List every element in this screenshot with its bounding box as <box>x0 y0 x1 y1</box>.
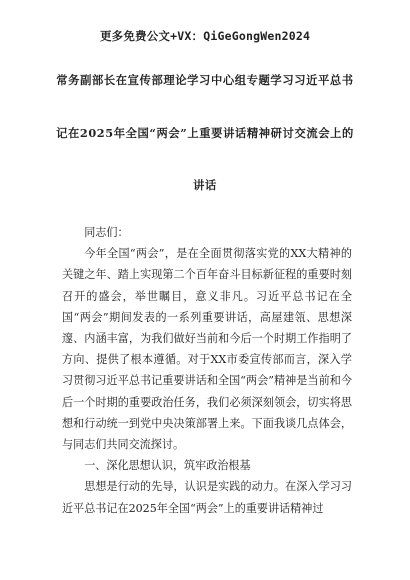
promo-banner: 更多免费公文+VX：QiGeGongWen2024 <box>99 29 311 43</box>
salutation: 同志们： <box>84 226 129 239</box>
paragraph-1: 今年全国“两会”，是在全面贯彻落实党的XX大精神的关键之年、踏上实现第二个百年奋斗目标新征程的重要时刻召开的盛会，举世瞩目，意义非凡。习近平总书记在全国“两会”期间发表的一系列重要讲话，高屋建瓴、思想深邃、内涵丰富，为我们做好当前和今后一个时期工作指明了方向、提供了根本遵循。对于XX市委宣传部而言，深入学习贯彻习近平总书记重要讲话和全国“两会”精神是当前和今后一个时期的重要政治任务，我们必须深刻领会，切实将思想和行动统一到党中央决策部署上来。下面我谈几点体会，与同志们共同交流探讨。 <box>62 247 352 452</box>
paragraph-2: 思想是行动的先导，认识是实践的动力。在深入学习习近平总书记在2025年全国“两会”上的重要讲话精神过 <box>62 480 352 515</box>
title-line-2: 记在2025年全国“两会”上重要讲话精神研讨交流会上的 <box>56 126 354 140</box>
title-line-1: 常务副部长在宣传部理论学习中心组专题学习习近平总书 <box>56 73 354 87</box>
section-heading-1: 一、深化思想认识，筑牢政治根基 <box>84 459 251 473</box>
document-body <box>62 222 352 519</box>
title-line-3: 讲话 <box>193 178 217 192</box>
